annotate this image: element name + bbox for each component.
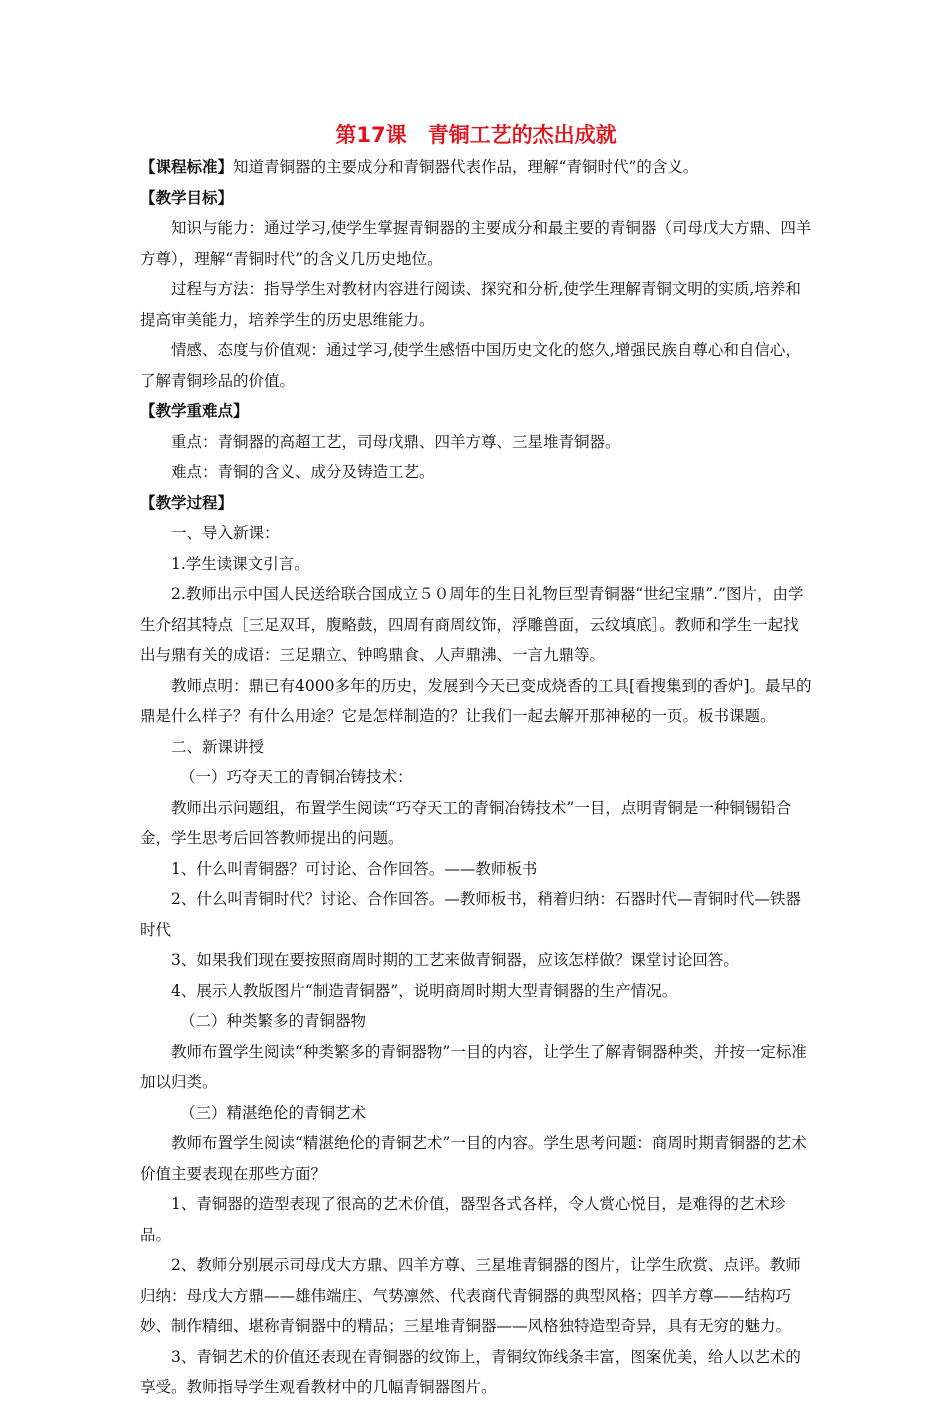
section2-item: 教师布置学生阅读“种类繁多的青铜器物”一目的内容，让学生了解青铜器种类，并按一定标准加以归类。 (140, 1042, 807, 1091)
intro-item: 2.教师出示中国人民送给联合国成立５０周年的生日礼物巨型青铜器“世纪宝鼎”.”图片，由学生介绍其特点［三足双耳，腹略鼓，四周有商周纹饰，浮雕兽面，云纹填底］。教师和学生一起找出与鼎有关的成语：三足鼎立、钟鸣鼎食、人声鼎沸、一言九鼎等。 (140, 585, 804, 664)
section1-item: 4、展示人教版图片“制造青铜器”，说明商周时期大型青铜器的生产情况。 (171, 981, 678, 1000)
key-point: 重点：青铜器的高超工艺，司母戊鼎、四羊方尊、三星堆青铜器。 (171, 432, 621, 451)
process-heading: 【教学过程】 (140, 493, 234, 512)
section1-item: 1、什么叫青铜器？可讨论、合作回答。——教师板书 (171, 859, 538, 878)
intro-heading: 一、导入新课： (171, 524, 280, 542)
course-standard-text: 知道青铜器的主要成分和青铜器代表作品，理解“青铜时代”的含义。 (233, 158, 699, 176)
page-title: 第17课 青铜工艺的杰出成就 (335, 123, 617, 147)
section3-item: 教师布置学生阅读“精湛绝伦的青铜艺术”一目的内容。学生思考问题：商周时期青铜器的艺术价值主要表现在那些方面？ (140, 1134, 807, 1183)
objective-knowledge: 知识与能力：通过学习,使学生掌握青铜器的主要成分和最主要的青铜器（司母戊大方鼎、四羊方尊），理解“青铜时代”的含义几历史地位。 (140, 219, 812, 268)
intro-item: 教师点明：鼎已有4000多年的历史，发展到今天已变成烧香的工具[看搜集到的香炉]。最早的鼎是什么样子？有什么用途？它是怎样制造的？让我们一起去解开那神秘的一页。板书课题。 (140, 676, 812, 725)
section3-heading: （三）精湛绝伦的青铜艺术 (180, 1103, 367, 1122)
section1-item: 2、什么叫青铜时代？讨论、合作回答。—教师板书，稍着归纳：石器时代—青铜时代—铁器时代 (140, 890, 801, 939)
intro-item: 1.学生读课文引言。 (171, 554, 310, 573)
section1-item: 教师出示问题组，布置学生阅读“巧夺天工的青铜冶铸技术”一目，点明青铜是一种铜锡铅合金，学生思考后回答教师提出的问题。 (140, 798, 792, 847)
section3-item: 3、青铜艺术的价值还表现在青铜器的纹饰上，青铜纹饰线条丰富，图案优美，给人以艺术的享受。教师指导学生观看教材中的几幅青铜器图片。 (140, 1347, 801, 1396)
section1-item: 3、如果我们现在要按照商周时期的工艺来做青铜器，应该怎样做？课堂讨论回答。 (171, 951, 739, 969)
section3-item: 2、教师分别展示司母戊大方鼎、四羊方尊、三星堆青铜器的图片，让学生欣赏、点评。教师归纳：母戊大方鼎——雄伟端庄、气势凛然、代表商代青铜器的典型风格；四羊方尊——结构巧妙、制作精细、堪称青铜器中的精品；三星堆青铜器——风格独特造型奇异，具有无穷的魅力。 (140, 1256, 801, 1335)
difficult-point: 难点：青铜的含义、成分及铸造工艺。 (171, 463, 435, 481)
objective-process: 过程与方法：指导学生对教材内容进行阅读、探究和分析,使学生理解青铜文明的实质,培养和提高审美能力，培养学生的历史思维能力。 (140, 280, 801, 329)
document-page (140, 118, 812, 1403)
new-lesson-heading: 二、新课讲授 (171, 737, 265, 756)
section3-item: 1、青铜器的造型表现了很高的艺术价值，器型各式各样，令人赏心悦目，是难得的艺术珍品。 (140, 1195, 786, 1244)
section1-heading: （一）巧夺天工的青铜冶铸技术： (180, 768, 413, 786)
course-standard-label: 【课程标准】 (140, 158, 234, 176)
key-points-heading: 【教学重难点】 (140, 402, 249, 420)
course-standard (140, 152, 812, 183)
objectives-heading: 【教学目标】 (140, 188, 234, 207)
section2-heading: （二）种类繁多的青铜器物 (180, 1012, 367, 1030)
objective-emotion: 情感、态度与价值观：通过学习,使学生感悟中国历史文化的悠久,增强民族自尊心和自信心，了解青铜珍品的价值。 (140, 341, 801, 390)
